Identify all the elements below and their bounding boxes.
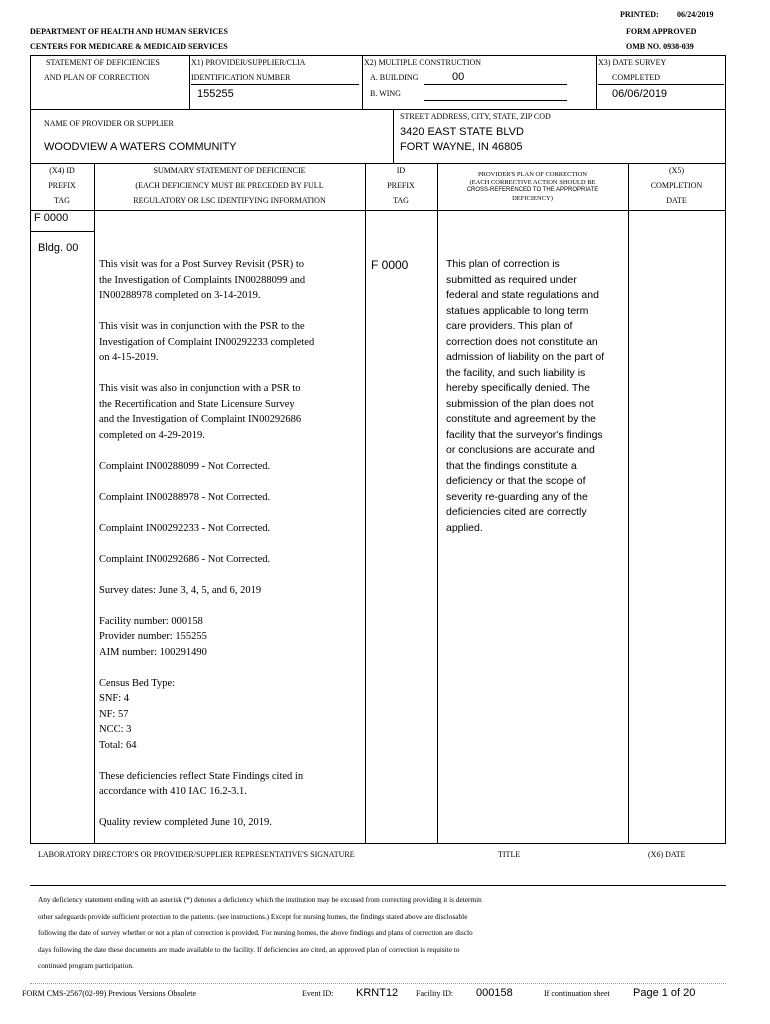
plan-header-1: PROVIDER'S PLAN OF CORRECTION [478,171,587,178]
building-value: 00 [452,71,465,83]
plan-line: deficiencies cited are correctly [446,506,587,518]
id-header-1: ID [396,166,406,175]
left-prefix-tag: F 0000 [34,212,69,224]
summary-line: Investigation of Complaint IN00292233 completed [99,336,315,348]
disclaimer-line: Any deficiency statement ending with an asterisk (*) denotes a deficiency which the institution may be excused from correcting providing it is determin [38,895,482,904]
summary-header-2: (EACH DEFICIENCY MUST BE PRECEDED BY FULL [135,181,324,190]
x5-header-2: COMPLETION [650,181,703,190]
summary-line: Quality review completed June 10, 2019. [99,817,272,828]
event-id-value: KRNT12 [356,987,399,999]
x1-id-label: IDENTIFICATION NUMBER [191,73,291,82]
omb-number: OMB NO. 0938-039 [626,42,694,51]
summary-line: SNF: 4 [99,693,130,704]
summary-line: Census Bed Type: [99,677,176,689]
summary-line: Complaint IN00288099 - Not Corrected. [99,460,271,472]
department-line: DEPARTMENT OF HEALTH AND HUMAN SERVICES [30,27,228,36]
summary-line: the Recertification and State Licensure Survey [99,398,295,410]
disclaimer-line: following the date of survey whether or not a plan of correction is provided. For nursing homes, the above findings and plans of correction are disclo [38,928,473,937]
summary-line: IN00288978 completed on 3-14-2019. [99,290,261,301]
plan-line: deficiency or that the scope of [446,475,586,487]
provider-name-value: WOODVIEW A WATERS COMMUNITY [44,141,237,153]
x4-header-1: (X4) ID [49,166,75,175]
summary-line: This visit was for a Post Survey Revisit (PSR) to [99,259,305,270]
x5-header-3: DATE [666,196,687,205]
facility-id-value: 000158 [476,987,513,999]
form-number: FORM CMS-2567(02-99) Previous Versions Obsolete [22,989,197,998]
signature-label: LABORATORY DIRECTOR'S OR PROVIDER/SUPPLIER REPRESENTATIVE'S SIGNATURE [38,850,355,859]
form-approved: FORM APPROVED [626,27,697,36]
x4-header-3: TAG [54,196,70,205]
disclaimer-line: continued program participation. [38,961,134,970]
provider-id-value: 155255 [197,88,234,100]
plan-header-3: CROSS-REFERENCED TO THE APPROPRIATE [466,187,599,193]
plan-line: correction does not constitute an [446,335,598,348]
summary-line: This visit was also in conjunction with a PSR to [99,383,301,394]
address-city: FORT WAYNE, IN 46805 [400,141,523,153]
summary-paragraph [99,583,314,599]
summary-paragraph [99,257,314,304]
x1-label: X1) PROVIDER/SUPPLIER/CLIA [191,58,306,67]
summary-line: Provider number: 155255 [99,631,207,642]
summary-paragraph [99,521,314,537]
disclaimer-line: other safeguards provide sufficient protection to the patients. (see instructions.) Except for nursing homes, the findings stated above are disclosable [38,911,468,921]
plan-line: federal and state regulations and [446,289,599,301]
completed-label: COMPLETED [612,73,660,82]
wing-label: B. WING [370,89,401,98]
summary-line: on 4-15-2019. [99,352,159,363]
summary-line: Complaint IN00288978 - Not Corrected. [99,491,271,503]
summary-header-1: SUMMARY STATEMENT OF DEFICIENCIE [153,166,306,175]
plan-line: admission of liability on the part of [446,351,605,363]
event-id-label: Event ID: [302,989,334,998]
summary-paragraph [99,319,314,366]
x3-label: X3) DATE SURVEY [598,58,667,67]
x6-date-label: (X6) DATE [648,850,686,859]
plan-line: This plan of correction is [446,258,560,270]
summary-line: Facility number: 000158 [99,615,203,627]
id-header-2: PREFIX [387,181,415,190]
statement-label-1: STATEMENT OF DEFICIENCIES [46,58,160,67]
plan-line: constitute and agreement by the [446,413,597,425]
address-label: STREET ADDRESS, CITY, STATE, ZIP COD [400,112,551,121]
building-tag: Bldg. 00 [38,242,79,254]
statement-label-2: AND PLAN OF CORRECTION [44,73,150,82]
building-label: A. BUILDING [370,73,419,82]
summary-paragraph [99,381,314,443]
plan-line: hereby specifically denied. The [446,382,590,394]
plan-line: the facility, and such liability is [446,366,586,379]
right-prefix-tag: F 0000 [371,258,409,272]
summary-statement [99,257,314,846]
summary-line: completed on 4-29-2019. [99,429,205,441]
address-street: 3420 EAST STATE BLVD [400,126,524,138]
summary-paragraph [99,676,314,754]
printed-date: 06/24/2019 [677,10,714,19]
summary-line: This visit was in conjunction with the PSR to the [99,321,305,332]
summary-line: NF: 57 [99,708,129,720]
title-label: TITLE [498,850,521,859]
plan-line: care providers. This plan of [446,320,573,332]
summary-paragraph [99,614,314,661]
centers-line: CENTERS FOR MEDICARE & MEDICAID SERVICES [30,42,228,51]
disclaimer [38,892,482,975]
plan-line: or conclusions are accurate and [446,444,595,456]
continuation-label: If continuation sheet [544,989,610,998]
plan-line: submission of the plan does not [446,397,594,410]
x5-header-1: (X5) [668,166,685,175]
summary-line: and the Investigation of Complaint IN00292686 [99,414,302,425]
summary-paragraph [99,552,314,568]
summary-line: AIM number: 100291490 [99,646,207,658]
plan-line: applied. [446,521,483,534]
summary-line: the Investigation of Complaints IN00288099 and [99,274,306,286]
summary-paragraph [99,769,314,800]
summary-line: These deficiencies reflect State Findings cited in [99,770,304,782]
plan-line: submitted as required under [446,273,577,286]
plan-line: facility that the surveyor's findings [446,428,603,441]
summary-header-3: REGULATORY OR LSC IDENTIFYING INFORMATION [133,196,326,205]
disclaimer-line: days following the date these documents are made available to the facility. If deficiencies are cited, an approved plan of correction is requisite to [38,944,460,954]
plan-header-4: DEFICIENCY) [512,195,553,202]
summary-line: Complaint IN00292686 - Not Corrected. [99,553,271,565]
summary-line: NCC: 3 [99,724,132,735]
x2-label: X2) MULTIPLE CONSTRUCTION [364,58,482,67]
survey-date-value: 06/06/2019 [612,88,668,100]
summary-paragraph [99,459,314,475]
summary-line: accordance with 410 IAC 16.2-3.1. [99,786,247,797]
printed-label: PRINTED: [620,10,659,19]
summary-line: Survey dates: June 3, 4, 5, and 6, 2019 [99,584,262,596]
summary-line: Complaint IN00292233 - Not Corrected. [99,522,271,534]
id-header-3: TAG [393,196,409,205]
x4-header-2: PREFIX [48,181,76,190]
summary-paragraph [99,490,314,506]
summary-line: Total: 64 [99,739,137,751]
provider-name-label: NAME OF PROVIDER OR SUPPLIER [44,119,174,128]
plan-of-correction [446,257,604,536]
summary-paragraph [99,815,314,831]
page-number: Page 1 of 20 [633,987,696,999]
plan-line: severity re-guarding any of the [446,490,588,503]
facility-id-label: Facility ID: [416,989,454,998]
plan-header-2: (EACH CORRECTIVE ACTION SHOULD BE [469,179,596,186]
plan-line: statues applicable to long term [446,304,589,317]
plan-line: that the findings constitute a [446,459,577,472]
